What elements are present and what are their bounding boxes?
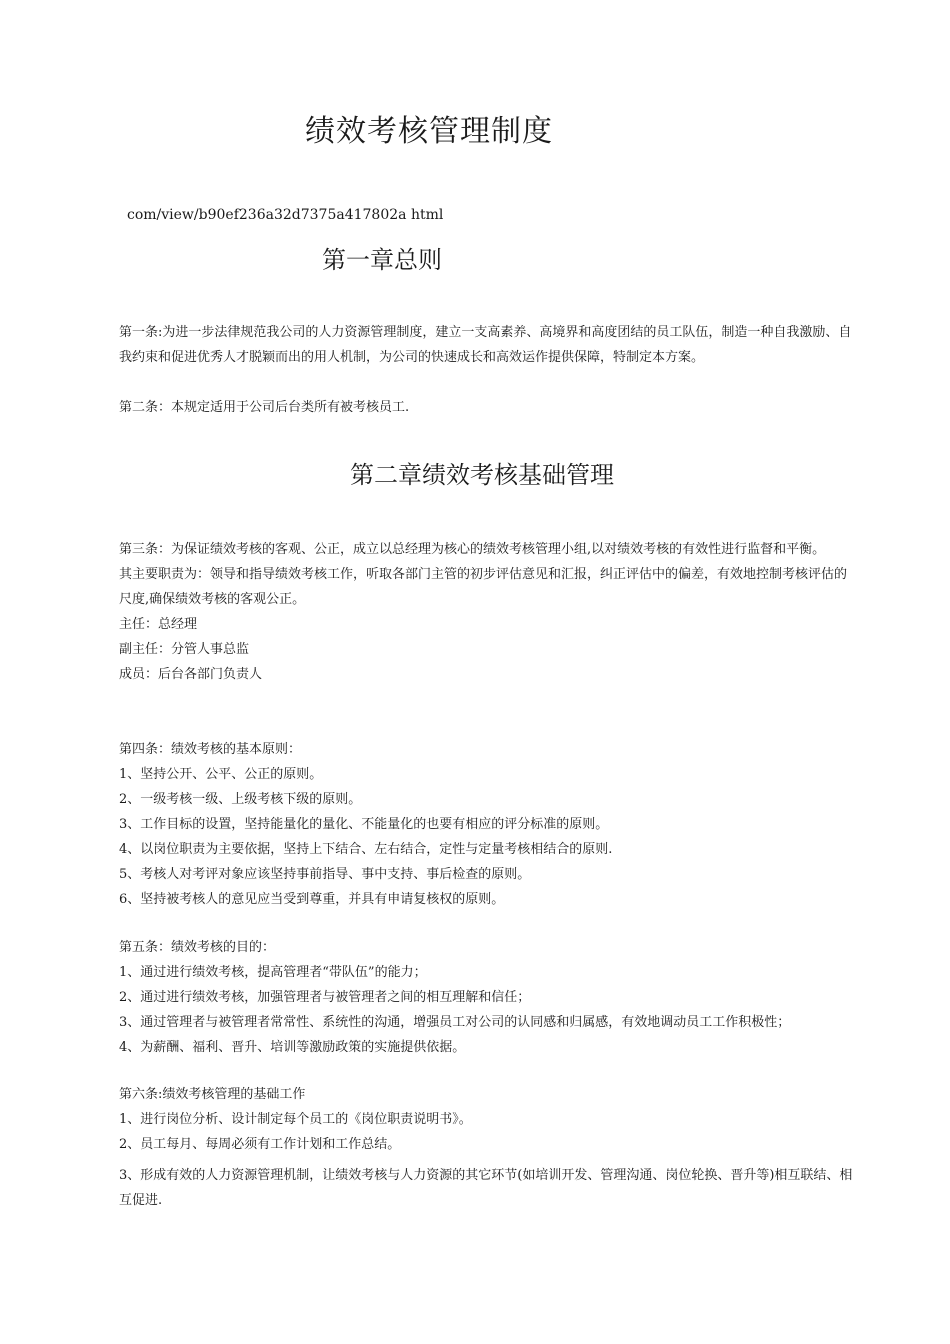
article-1 [119,320,854,370]
article-3-deputy: 副主任：分管人事总监 [119,642,250,657]
article-6-heading: 第六条:绩效考核管理的基础工作 [119,1087,306,1102]
list-item: 5、考核人对考评对象应该坚持事前指导、事中支持、事后检查的原则。 [119,867,531,882]
document-title: 绩效考核管理制度 [305,114,553,149]
list-item: 1、进行岗位分析、设计制定每个员工的《岗位职责说明书》。 [119,1112,472,1127]
article-3-director: 主任：总经理 [119,617,198,632]
list-item: 3、通过管理者与被管理者常常性、系统性的沟通，增强员工对公司的认同感和归属感，有效地调动员工工作积极性； [119,1015,791,1030]
list-item: 4、为薪酬、福利、晋升、培训等激励政策的实施提供依据。 [119,1040,466,1055]
list-item: 2、员工每月、每周必须有工作计划和工作总结。 [119,1137,401,1152]
list-item: 6、坚持被考核人的意见应当受到尊重，并具有申请复核权的原则。 [119,892,505,907]
article-5-heading: 第五条：绩效考核的目的： [119,940,276,955]
chapter-1-heading: 第一章总则 [322,246,442,274]
list-item: 2、通过进行绩效考核，加强管理者与被管理者之间的相互理解和信任； [119,990,531,1005]
article-4 [119,737,854,912]
article-3-members: 成员：后台各部门负责人 [119,667,263,682]
article-5 [119,935,854,1060]
list-item: 4、以岗位职责为主要依据，坚持上下结合、左右结合，定性与定量考核相结合的原则. [119,842,613,857]
article-2 [119,395,854,420]
article-3-duties: 其主要职责为：领导和指导绩效考核工作，听取各部门主管的初步评估意见和汇报，纠正评估中的偏差，有效地控制考核评估的尺度,确保绩效考核的客观公正。 [119,567,848,607]
article-6 [119,1082,854,1213]
list-item: 1、坚持公开、公平、公正的原则。 [119,767,323,782]
article-3 [119,537,854,687]
chapter-2-heading: 第二章绩效考核基础管理 [350,461,614,489]
source-url-text: com/view/b90ef236a32d7375a417802a html [127,207,444,223]
article-1-text: 第一条:为进一步法律规范我公司的人力资源管理制度，建立一支高素养、高境界和高度团结的员工队伍，制造一种自我激励、自我约束和促进优秀人才脱颖而出的用人机制，为公司的快速成长和高效运作提供保障，特制定本方案。 [119,325,852,365]
list-item: 3、工作目标的设置，坚持能量化的量化、不能量化的也要有相应的评分标准的原则。 [119,817,609,832]
article-3-text: 第三条：为保证绩效考核的客观、公正，成立以总经理为核心的绩效考核管理小组,以对绩效考核的有效性进行监督和平衡。 [119,542,826,557]
list-item: 3、形成有效的人力资源管理机制，让绩效考核与人力资源的其它环节(如培训开发、管理沟通、岗位轮换、晋升等)相互联结、相互促进. [119,1168,853,1208]
article-4-heading: 第四条：绩效考核的基本原则： [119,742,302,757]
list-item: 1、通过进行绩效考核，提高管理者“带队伍”的能力； [119,965,427,980]
list-item: 2、一级考核一级、上级考核下级的原则。 [119,792,362,807]
article-2-text: 第二条：本规定适用于公司后台类所有被考核员工. [119,400,410,415]
